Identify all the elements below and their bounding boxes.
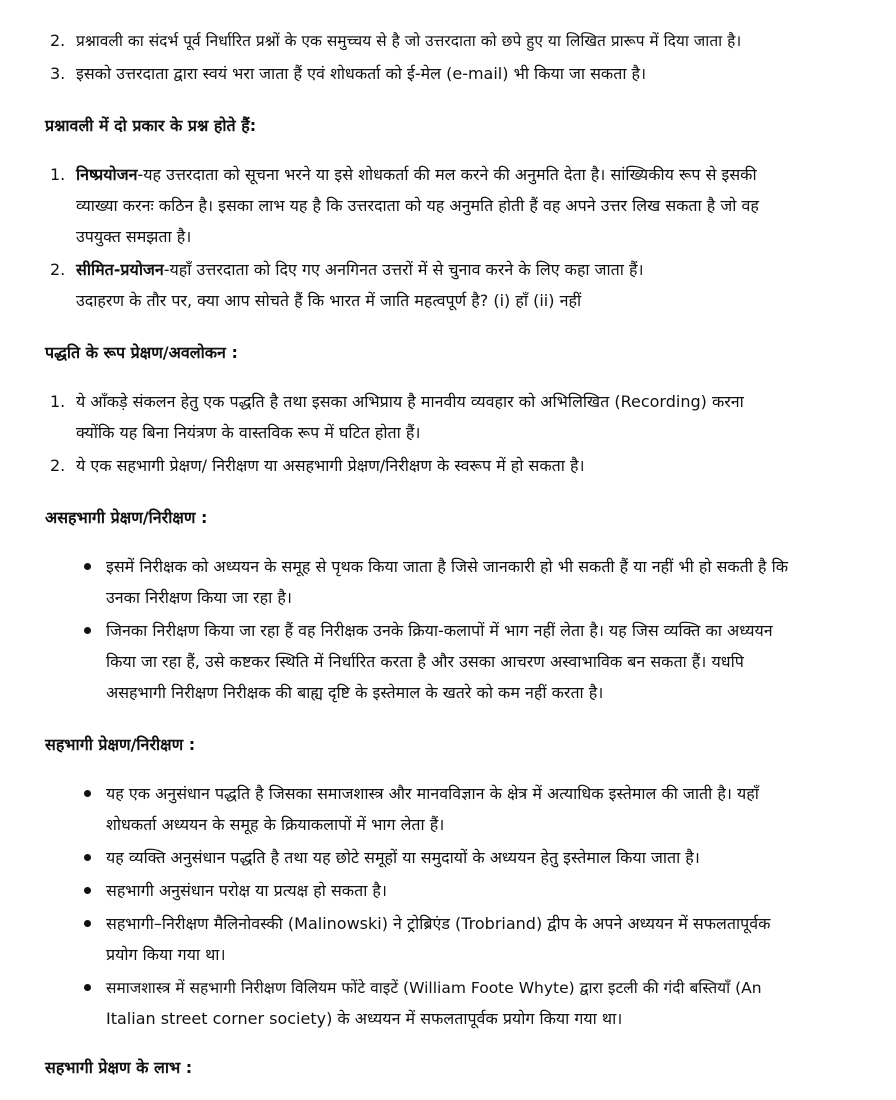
list-item-text: ये आँकड़े संकलन हेतु एक पद्धति है तथा इसका अभिप्राय है मानवीय व्यवहार को अभिलिखित (Recording) करना [76, 392, 744, 411]
list-item-text: उनका निरीक्षण किया जा रहा है। [106, 588, 292, 607]
term-bold: सीमित-प्रयोजन [76, 260, 164, 279]
bullet-icon [84, 854, 91, 861]
section-heading-advantages: सहभागी प्रेक्षण के लाभ : [45, 1058, 193, 1077]
section-heading-observation: पद्धति के रूप प्रेक्षण/अवलोकन : [45, 343, 238, 362]
list-item-text: प्रश्नावली का संदर्भ पूर्व निर्धारित प्रश्नों के एक समुच्चय से है जो उत्तरदाता को छपे हुए या लिखित प्रारूप में दिया जाता है। [76, 32, 742, 50]
bullet-icon [84, 887, 91, 894]
list-item-text: इसको उत्तरदाता द्वारा स्वयं भरा जाता हैं एवं शोधकर्ता को ई-मेल (e-mail) भी किया जा सकता है। [76, 64, 647, 83]
list-item-text: समाजशास्त्र में सहभागी निरीक्षण विलियम फोंटे वाइटें (William Foote Whyte) द्वारा इटली की गंदी बस्तियाँ (An [106, 979, 762, 997]
bullet-icon [84, 984, 91, 991]
list-number: 2. [50, 456, 66, 475]
list-item-text: निष्प्रयोजन-यह उत्तरदाता को सूचना भरने या इसे शोधकर्ता की मल करने की अनुमति देता है। सांख्यिकीय रूप से इसकी [76, 165, 757, 184]
list-item-text: प्रयोग किया गया था। [106, 945, 226, 964]
list-item-text: जिनका निरीक्षण किया जा रहा हैं वह निरीक्षक उनके क्रिया-कलापों में भाग नहीं लेता है। यह जिस व्यक्ति का अध्ययन [106, 621, 773, 640]
list-number: 1. [50, 165, 66, 184]
list-item-text: सहभागी–निरीक्षण मैलिनोवस्की (Malinowski) ने ट्रोब्रिएंड (Trobriand) द्वीप के अपने अध्ययन में सफलतापूर्वक [106, 914, 771, 933]
section-heading-non-participant: असहभागी प्रेक्षण/निरीक्षण : [45, 508, 208, 527]
list-item-text: व्याख्या करनः कठिन है। इसका लाभ यह है कि उत्तरदाता को यह अनुमति होती हैं वह अपने उत्तर लिख सकता है जो वह [76, 196, 759, 215]
list-item-text: शोधकर्ता अध्ययन के समूह के क्रियाकलापों में भाग लेता हैं। [106, 815, 445, 834]
list-item-text: उदाहरण के तौर पर, क्या आप सोचते हैं कि भारत में जाति महत्वपूर्ण है? (i) हाँ (ii) नहीं [76, 291, 582, 310]
list-item-text: उपयुक्त समझता है। [76, 227, 192, 246]
list-item-text: किया जा रहा हैं, उसे कष्टकर स्थिति में निर्धारित करता है और उसका आचरण अस्वाभाविक बन सकता हैं। यधपि [106, 652, 744, 671]
list-item-text: सीमित-प्रयोजन-यहाँ उत्तरदाता को दिए गए अनगिनत उत्तरों में से चुनाव करने के लिए कहा जाता हैं। [76, 260, 644, 279]
list-number: 2. [50, 260, 66, 279]
section-heading-question-types: प्रश्नावली में दो प्रकार के प्रश्न होते हैं: [45, 116, 257, 135]
list-item-text: ये एक सहभागी प्रेक्षण/ निरीक्षण या असहभागी प्रेक्षण/निरीक्षण के स्वरूप में हो सकता है। [76, 456, 585, 475]
list-number: 1. [50, 392, 66, 411]
bullet-icon [84, 627, 91, 634]
list-item-text: सहभागी अनुसंधान परोक्ष या प्रत्यक्ष हो सकता है। [106, 881, 387, 900]
term-bold: निष्प्रयोजन [76, 165, 138, 184]
list-item-text: इसमें निरीक्षक को अध्ययन के समूह से पृथक किया जाता है जिसे जानकारी हो भी सकती हैं या नहीं भी हो सकती है कि [106, 557, 789, 576]
section-heading-participant: सहभागी प्रेक्षण/निरीक्षण : [45, 735, 196, 754]
list-number: 2. [50, 31, 66, 50]
bullet-icon [84, 790, 91, 797]
list-item-text: क्योंकि यह बिना नियंत्रण के वास्तविक रूप में घटित होता हैं। [76, 423, 421, 442]
list-item-text: यह व्यक्ति अनुसंधान पद्धति है तथा यह छोटे समूहों या समुदायों के अध्ययन हेतु इस्तेमाल किया जाता है। [106, 848, 700, 867]
bullet-icon [84, 563, 91, 570]
list-item-text: असहभागी निरीक्षण निरीक्षक की बाह्य दृष्टि के इस्तेमाल के खतरे को कम नहीं करता है। [106, 683, 604, 702]
bullet-icon [84, 920, 91, 927]
list-number: 3. [50, 64, 66, 83]
list-item-text: यह एक अनुसंधान पद्धति है जिसका समाजशास्त्र और मानवविज्ञान के क्षेत्र में अत्याधिक इस्तेमाल की जाती है। यहाँ [106, 784, 759, 803]
list-item-text: Italian street corner society) के अध्ययन में सफलतापूर्वक प्रयोग किया गया था। [106, 1009, 623, 1028]
